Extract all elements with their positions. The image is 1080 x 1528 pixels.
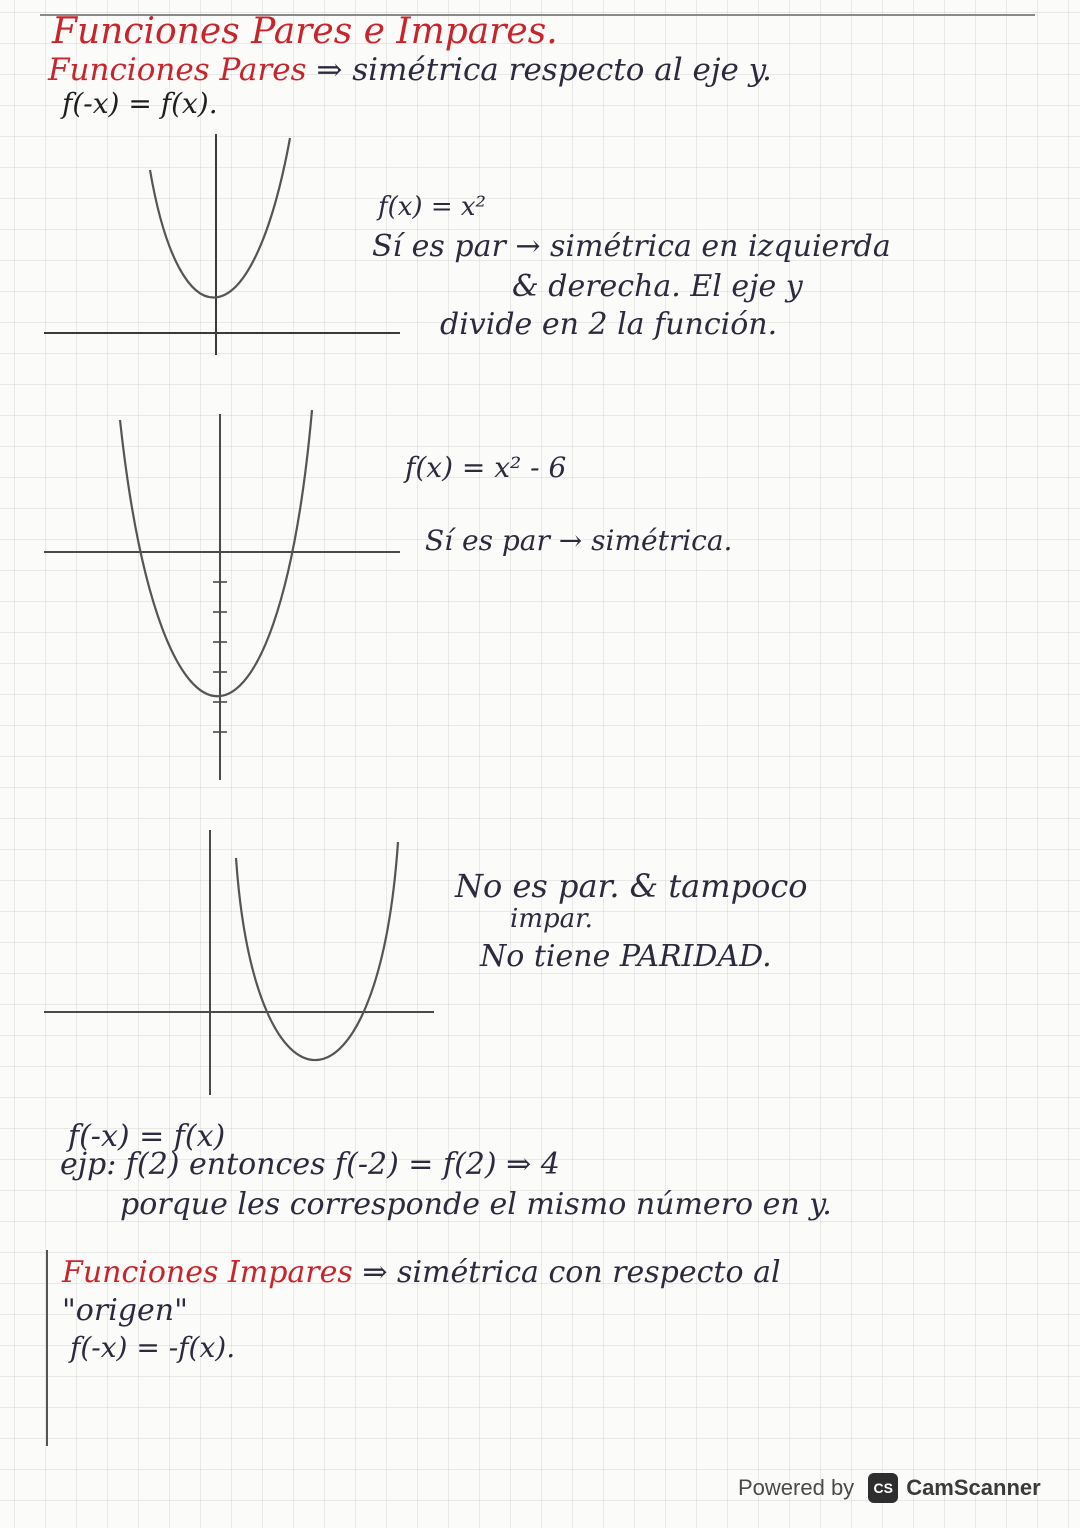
graph-parabola-x-squared-minus-6 xyxy=(40,410,410,790)
graph-parabola-x-squared xyxy=(40,130,410,360)
graph2-note-line1: Sí es par → simétrica. xyxy=(425,524,733,557)
example-explanation: porque les corresponde el mismo número en y. xyxy=(120,1187,832,1222)
implies-arrow-icon: ⇒ xyxy=(362,1255,388,1290)
parabola-curve xyxy=(150,138,290,298)
graph-shifted-parabola-no-parity xyxy=(40,820,440,1100)
graph1-note-line2: & derecha. El eje y xyxy=(512,269,803,304)
even-functions-heading xyxy=(48,52,772,88)
graph3-note-line2: impar. xyxy=(510,904,593,934)
example-line: ejp: f(2) entonces f(-2) = f(2) ⇒ 4 xyxy=(60,1147,560,1182)
example-rule: f(-x) = f(x) xyxy=(68,1119,226,1154)
even-functions-label: Funciones Pares xyxy=(48,52,307,88)
implies-arrow-icon: ⇒ xyxy=(316,52,343,88)
graph3-note-line1: No es par. & tampoco xyxy=(455,867,808,905)
graph2-function-label: f(x) = x² - 6 xyxy=(405,451,567,484)
parabola-curve xyxy=(120,410,312,696)
odd-origin-word: "origen" xyxy=(62,1293,188,1328)
odd-functions-description: simétrica con respecto al xyxy=(397,1255,781,1290)
odd-functions-heading xyxy=(62,1255,781,1290)
graph1-note-line1: Sí es par → simétrica en izquierda xyxy=(372,229,891,264)
graph1-function-label: f(x) = x² xyxy=(378,192,486,222)
odd-rule-formula: f(-x) = -f(x). xyxy=(70,1331,236,1364)
even-rule-formula: f(-x) = f(x). xyxy=(62,87,218,120)
camscanner-logo-icon: CS xyxy=(868,1473,898,1503)
camscanner-watermark xyxy=(738,1466,1060,1510)
graph3-note-line3: No tiene PARIDAD. xyxy=(480,939,772,974)
graph1-note-line3: divide en 2 la función. xyxy=(440,307,778,342)
odd-functions-label: Funciones Impares xyxy=(62,1255,353,1290)
even-functions-description: simétrica respecto al eje y. xyxy=(352,52,772,88)
page-title: Funciones Pares e Impares. xyxy=(52,11,558,52)
parabola-curve xyxy=(236,842,398,1060)
powered-by-label: Powered by xyxy=(738,1475,855,1500)
left-margin-line xyxy=(46,1250,48,1446)
camscanner-brand: CamScanner xyxy=(906,1475,1041,1500)
